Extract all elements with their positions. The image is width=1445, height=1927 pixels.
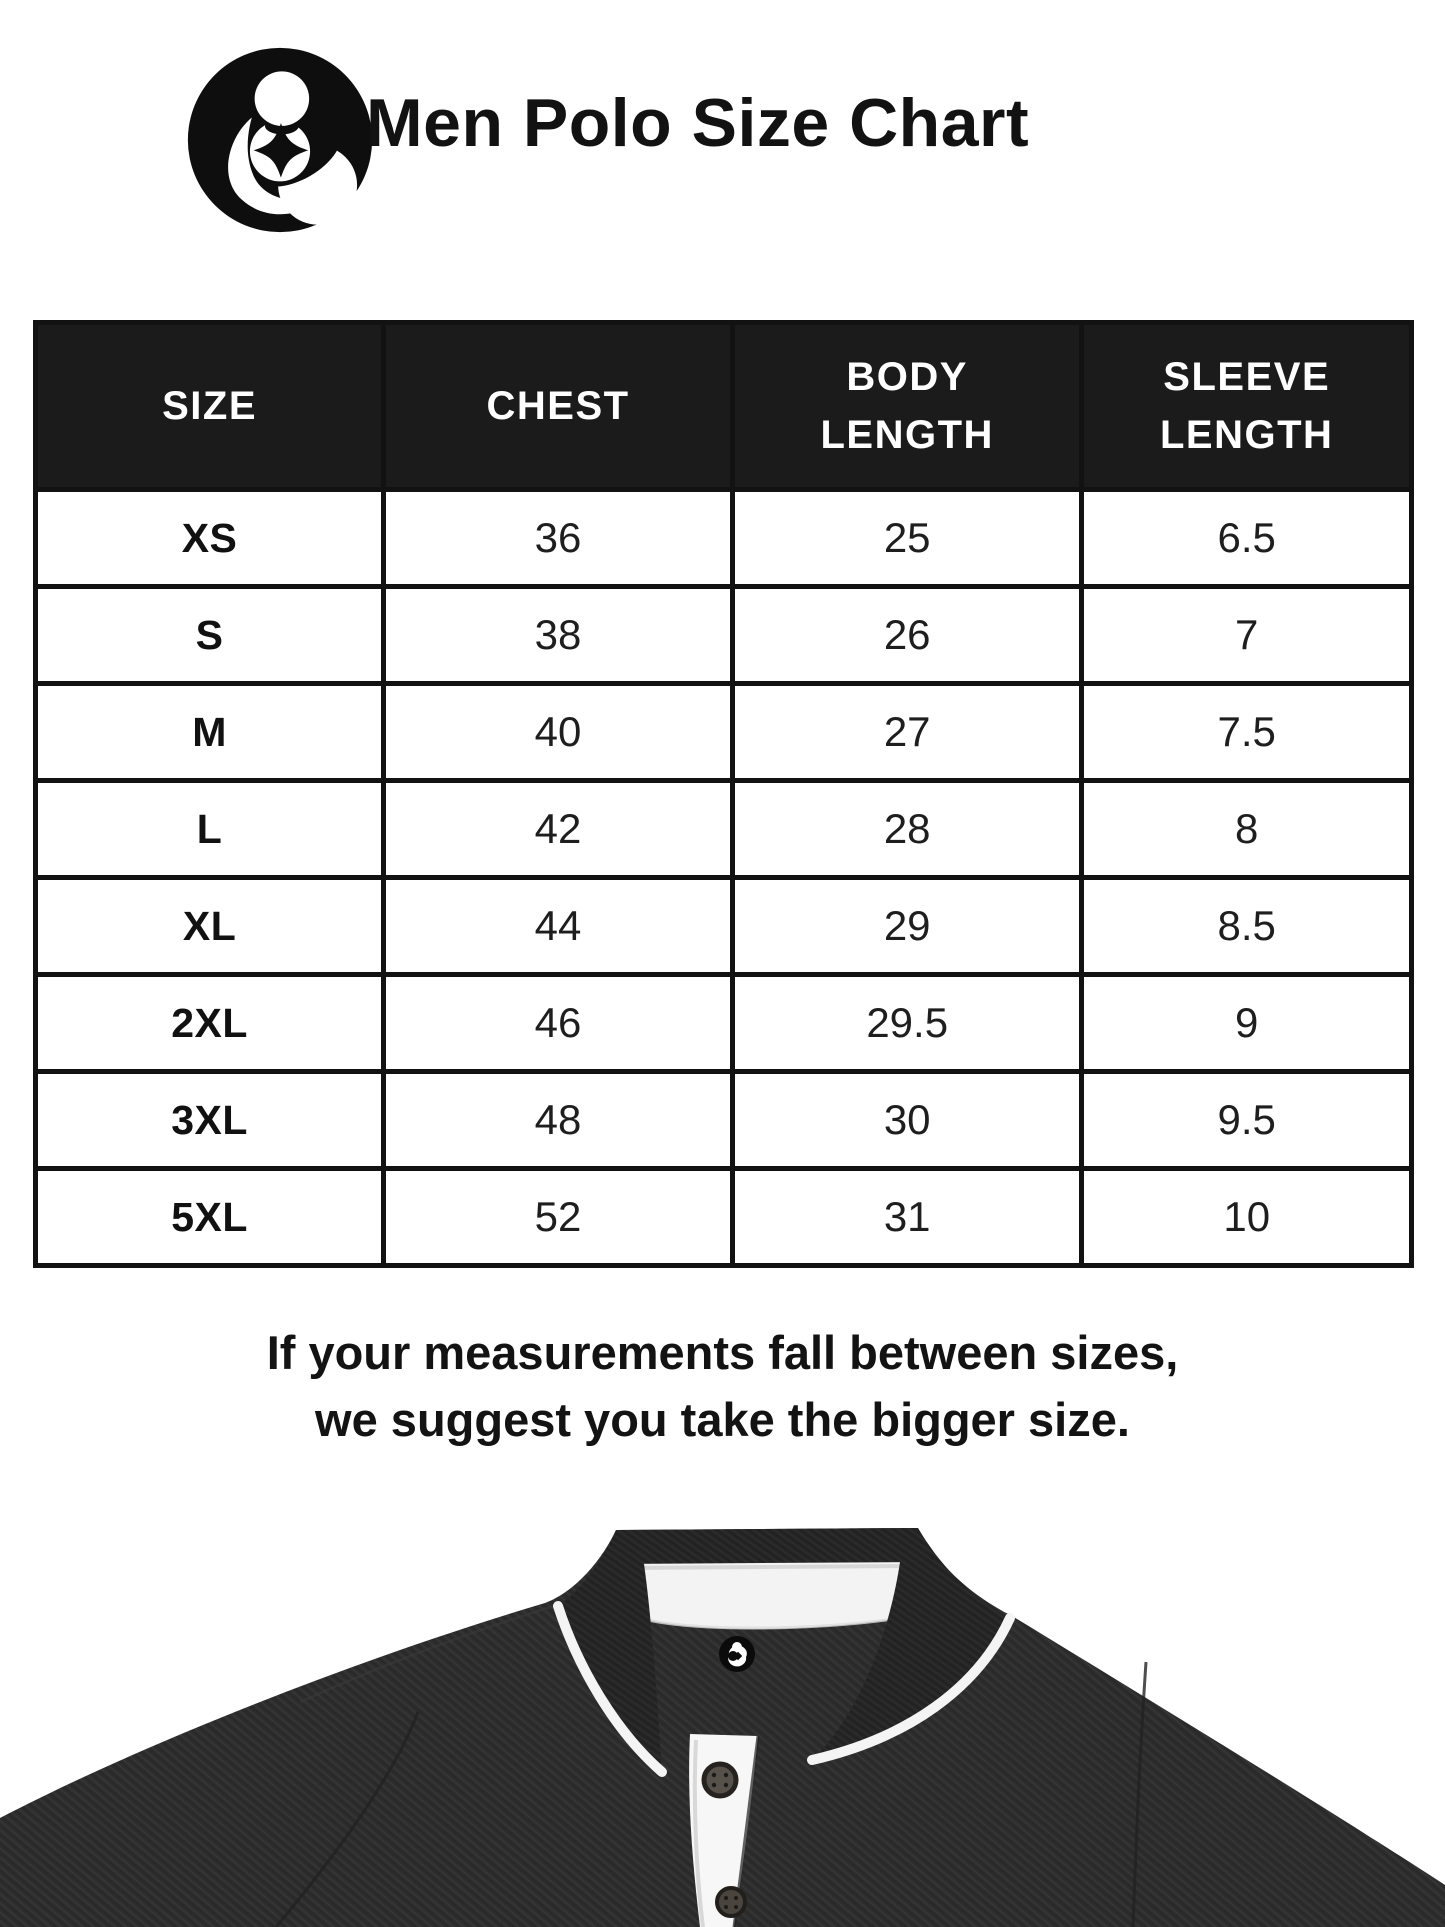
body-length-value: 29 bbox=[732, 878, 1082, 975]
fit-note bbox=[0, 1320, 1445, 1453]
fit-note-line1: If your measurements fall between sizes, bbox=[266, 1326, 1179, 1379]
size-value: S bbox=[36, 587, 384, 684]
column-header-sleeve-length: SLEEVE LENGTH bbox=[1082, 323, 1412, 490]
body-length-value: 27 bbox=[732, 684, 1082, 781]
body-length-value: 28 bbox=[732, 781, 1082, 878]
size-value: L bbox=[36, 781, 384, 878]
body-length-value: 29.5 bbox=[732, 975, 1082, 1072]
chest-value: 38 bbox=[384, 587, 733, 684]
sleeve-length-value: 10 bbox=[1082, 1169, 1412, 1266]
body-length-value: 31 bbox=[732, 1169, 1082, 1266]
size-value: 5XL bbox=[36, 1169, 384, 1266]
column-header-size: SIZE bbox=[36, 323, 384, 490]
page-title: Men Polo Size Chart bbox=[366, 85, 1030, 161]
size-value: M bbox=[36, 684, 384, 781]
chest-value: 40 bbox=[384, 684, 733, 781]
inner-neck-band bbox=[613, 1562, 921, 1629]
sleeve-length-value: 9.5 bbox=[1082, 1072, 1412, 1169]
neck-label-tag bbox=[719, 1636, 755, 1672]
table-row bbox=[36, 587, 1412, 684]
column-header-body-length: BODY LENGTH bbox=[732, 323, 1082, 490]
polo-shirt-photo bbox=[0, 1500, 1445, 1927]
mothercare-logo-icon bbox=[186, 44, 374, 236]
sleeve-length-value: 6.5 bbox=[1082, 490, 1412, 587]
size-value: XS bbox=[36, 490, 384, 587]
sleeve-length-value: 9 bbox=[1082, 975, 1412, 1072]
chest-value: 42 bbox=[384, 781, 733, 878]
size-chart-table bbox=[33, 320, 1414, 1268]
collar-back bbox=[613, 1528, 921, 1564]
table-header-row bbox=[36, 323, 1412, 490]
button-bottom bbox=[717, 1888, 745, 1916]
table-row bbox=[36, 975, 1412, 1072]
table-row bbox=[36, 1169, 1412, 1266]
table-row bbox=[36, 490, 1412, 587]
body-length-value: 25 bbox=[732, 490, 1082, 587]
table-row bbox=[36, 1072, 1412, 1169]
table-row bbox=[36, 684, 1412, 781]
chest-value: 48 bbox=[384, 1072, 733, 1169]
chest-value: 44 bbox=[384, 878, 733, 975]
table-row bbox=[36, 781, 1412, 878]
chest-value: 52 bbox=[384, 1169, 733, 1266]
sleeve-length-value: 7 bbox=[1082, 587, 1412, 684]
body-length-value: 26 bbox=[732, 587, 1082, 684]
table-row bbox=[36, 878, 1412, 975]
brand-header bbox=[0, 0, 1445, 260]
sleeve-length-value: 8.5 bbox=[1082, 878, 1412, 975]
chest-value: 46 bbox=[384, 975, 733, 1072]
sleeve-length-value: 7.5 bbox=[1082, 684, 1412, 781]
size-value: 3XL bbox=[36, 1072, 384, 1169]
body-length-value: 30 bbox=[732, 1072, 1082, 1169]
size-value: 2XL bbox=[36, 975, 384, 1072]
size-value: XL bbox=[36, 878, 384, 975]
chest-value: 36 bbox=[384, 490, 733, 587]
sleeve-length-value: 8 bbox=[1082, 781, 1412, 878]
button-top bbox=[704, 1764, 736, 1796]
column-header-chest: CHEST bbox=[384, 323, 733, 490]
fit-note-line2: we suggest you take the bigger size. bbox=[315, 1392, 1130, 1446]
